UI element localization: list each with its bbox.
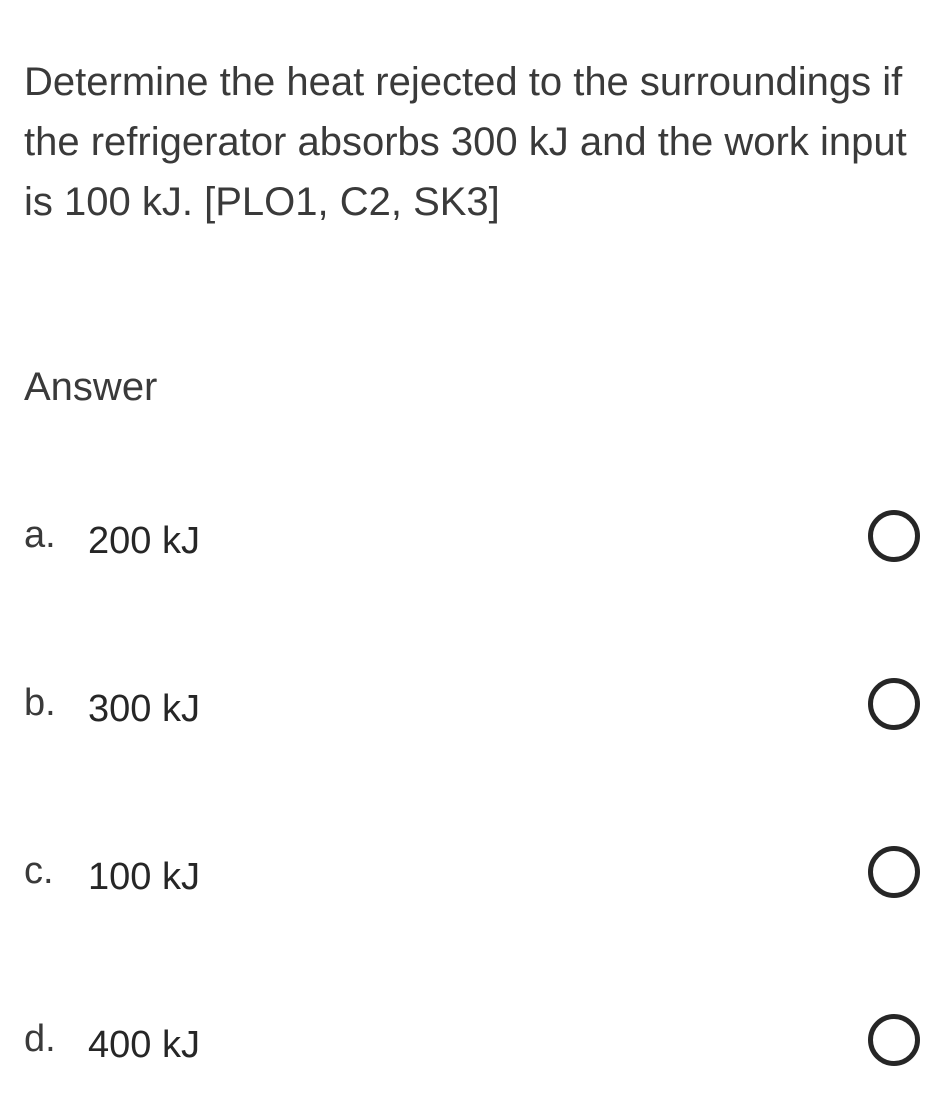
option-letter: d. [24,1018,56,1060]
answer-option-a[interactable] [0,510,945,590]
answer-label: Answer [24,365,158,409]
radio-button-d[interactable] [868,1014,920,1066]
option-text: 400 kJ [88,1024,200,1066]
option-letter: b. [24,682,56,724]
option-text: 100 kJ [88,856,200,898]
answer-option-c[interactable] [0,846,945,926]
answer-option-d[interactable] [0,1014,945,1094]
option-letter: c. [24,850,54,892]
radio-button-b[interactable] [868,678,920,730]
option-text: 300 kJ [88,688,200,730]
option-text: 200 kJ [88,520,200,562]
question-text: Determine the heat rejected to the surroundings if the refrigerator absorbs 300 kJ and the work input is 100 kJ. [PLO1, C2, SK3] [24,60,907,224]
radio-button-c[interactable] [868,846,920,898]
option-letter: a. [24,514,56,556]
answer-option-b[interactable] [0,678,945,758]
radio-button-a[interactable] [868,510,920,562]
